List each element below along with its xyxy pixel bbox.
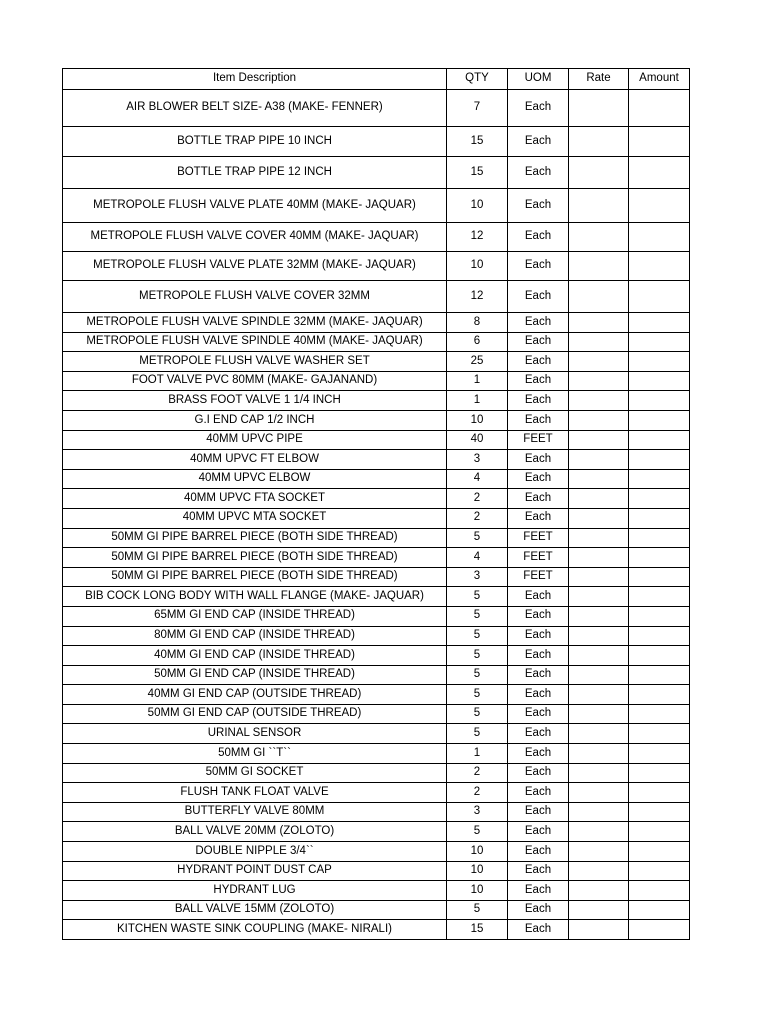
uom-cell: Each (508, 157, 569, 189)
rate-cell (569, 587, 629, 607)
qty-cell: 7 (447, 90, 508, 127)
table-row (63, 548, 690, 568)
rate-cell (569, 90, 629, 127)
amount-cell (629, 626, 690, 646)
uom-cell: Each (508, 313, 569, 333)
item-description-cell: BALL VALVE 15MM (ZOLOTO) (63, 900, 447, 920)
table-row (63, 646, 690, 666)
amount-cell (629, 685, 690, 705)
uom-cell: Each (508, 665, 569, 685)
amount-cell (629, 881, 690, 901)
rate-cell (569, 802, 629, 822)
item-description-cell: BUTTERFLY VALVE 80MM (63, 802, 447, 822)
rate-cell (569, 157, 629, 189)
rate-cell (569, 410, 629, 430)
item-description-cell: 50MM GI PIPE BARREL PIECE (BOTH SIDE THREAD) (63, 567, 447, 587)
qty-cell: 10 (447, 410, 508, 430)
amount-cell (629, 508, 690, 528)
uom-cell: Each (508, 587, 569, 607)
qty-cell: 2 (447, 508, 508, 528)
amount-cell (629, 822, 690, 842)
rate-cell (569, 430, 629, 450)
uom-cell: Each (508, 469, 569, 489)
qty-cell: 5 (447, 685, 508, 705)
header-amount: Amount (629, 69, 690, 90)
qty-cell: 2 (447, 783, 508, 803)
item-description-cell: 50MM GI PIPE BARREL PIECE (BOTH SIDE THREAD) (63, 548, 447, 568)
uom-cell: Each (508, 281, 569, 313)
item-description-cell: 40MM GI END CAP (OUTSIDE THREAD) (63, 685, 447, 705)
qty-cell: 10 (447, 842, 508, 862)
amount-cell (629, 587, 690, 607)
amount-cell (629, 842, 690, 862)
table-row (63, 410, 690, 430)
item-description-cell: METROPOLE FLUSH VALVE PLATE 32MM (MAKE- JAQUAR) (63, 252, 447, 281)
uom-cell: Each (508, 127, 569, 157)
uom-cell: Each (508, 352, 569, 372)
item-description-cell: 65MM GI END CAP (INSIDE THREAD) (63, 606, 447, 626)
uom-cell: Each (508, 332, 569, 352)
qty-cell: 5 (447, 704, 508, 724)
uom-cell: FEET (508, 430, 569, 450)
amount-cell (629, 332, 690, 352)
qty-cell: 2 (447, 489, 508, 509)
table-row (63, 281, 690, 313)
item-description-cell: 40MM UPVC PIPE (63, 430, 447, 450)
table-row (63, 189, 690, 223)
table-row (63, 469, 690, 489)
uom-cell: Each (508, 842, 569, 862)
item-description-cell: BOTTLE TRAP PIPE 10 INCH (63, 127, 447, 157)
uom-cell: Each (508, 626, 569, 646)
table-row (63, 489, 690, 509)
qty-cell: 5 (447, 822, 508, 842)
uom-cell: Each (508, 252, 569, 281)
rate-cell (569, 567, 629, 587)
qty-cell: 10 (447, 189, 508, 223)
uom-cell: Each (508, 920, 569, 940)
qty-cell: 4 (447, 469, 508, 489)
amount-cell (629, 410, 690, 430)
qty-cell: 5 (447, 665, 508, 685)
rate-cell (569, 881, 629, 901)
item-description-cell: 40MM GI END CAP (INSIDE THREAD) (63, 646, 447, 666)
item-description-cell: METROPOLE FLUSH VALVE WASHER SET (63, 352, 447, 372)
qty-cell: 3 (447, 802, 508, 822)
item-description-cell: URINAL SENSOR (63, 724, 447, 744)
amount-cell (629, 469, 690, 489)
table-row (63, 685, 690, 705)
qty-cell: 5 (447, 900, 508, 920)
qty-cell: 1 (447, 371, 508, 391)
table-row (63, 352, 690, 372)
amount-cell (629, 763, 690, 783)
header-qty: QTY (447, 69, 508, 90)
amount-cell (629, 189, 690, 223)
uom-cell: Each (508, 802, 569, 822)
amount-cell (629, 313, 690, 333)
uom-cell: Each (508, 606, 569, 626)
amount-cell (629, 783, 690, 803)
table-row (63, 900, 690, 920)
uom-cell: FEET (508, 567, 569, 587)
table-row (63, 744, 690, 764)
rate-cell (569, 744, 629, 764)
rate-cell (569, 783, 629, 803)
rate-cell (569, 548, 629, 568)
qty-cell: 2 (447, 763, 508, 783)
table-row (63, 881, 690, 901)
rate-cell (569, 189, 629, 223)
table-row (63, 127, 690, 157)
item-description-cell: METROPOLE FLUSH VALVE PLATE 40MM (MAKE- JAQUAR) (63, 189, 447, 223)
rate-cell (569, 763, 629, 783)
amount-cell (629, 861, 690, 881)
rate-cell (569, 822, 629, 842)
item-description-cell: 40MM UPVC MTA SOCKET (63, 508, 447, 528)
qty-cell: 15 (447, 920, 508, 940)
header-uom: UOM (508, 69, 569, 90)
uom-cell: Each (508, 223, 569, 252)
amount-cell (629, 371, 690, 391)
rate-cell (569, 391, 629, 411)
rate-cell (569, 469, 629, 489)
table-row (63, 587, 690, 607)
rate-cell (569, 127, 629, 157)
header-rate: Rate (569, 69, 629, 90)
rate-cell (569, 489, 629, 509)
rate-cell (569, 606, 629, 626)
qty-cell: 12 (447, 223, 508, 252)
qty-cell: 5 (447, 528, 508, 548)
item-description-cell: DOUBLE NIPPLE 3/4`` (63, 842, 447, 862)
header-item-description: Item Description (63, 69, 447, 90)
rate-cell (569, 920, 629, 940)
amount-cell (629, 391, 690, 411)
table-row (63, 391, 690, 411)
amount-cell (629, 606, 690, 626)
rate-cell (569, 704, 629, 724)
item-description-cell: 40MM UPVC ELBOW (63, 469, 447, 489)
header-row (63, 69, 690, 90)
item-description-cell: AIR BLOWER BELT SIZE- A38 (MAKE- FENNER) (63, 90, 447, 127)
rate-cell (569, 528, 629, 548)
uom-cell: FEET (508, 548, 569, 568)
rate-cell (569, 724, 629, 744)
uom-cell: Each (508, 90, 569, 127)
table-row (63, 567, 690, 587)
uom-cell: Each (508, 189, 569, 223)
item-description-cell: METROPOLE FLUSH VALVE SPINDLE 32MM (MAKE- JAQUAR) (63, 313, 447, 333)
rate-cell (569, 665, 629, 685)
table-row (63, 528, 690, 548)
item-description-cell: 50MM GI END CAP (OUTSIDE THREAD) (63, 704, 447, 724)
table-row (63, 508, 690, 528)
qty-cell: 10 (447, 861, 508, 881)
item-description-cell: FLUSH TANK FLOAT VALVE (63, 783, 447, 803)
qty-cell: 40 (447, 430, 508, 450)
qty-cell: 5 (447, 646, 508, 666)
table-row (63, 822, 690, 842)
table-row (63, 252, 690, 281)
qty-cell: 5 (447, 587, 508, 607)
table-row (63, 223, 690, 252)
qty-cell: 10 (447, 252, 508, 281)
rate-cell (569, 313, 629, 333)
table-row (63, 430, 690, 450)
uom-cell: Each (508, 450, 569, 470)
uom-cell: Each (508, 391, 569, 411)
amount-cell (629, 281, 690, 313)
uom-cell: Each (508, 763, 569, 783)
item-description-cell: 40MM UPVC FTA SOCKET (63, 489, 447, 509)
item-description-cell: 80MM GI END CAP (INSIDE THREAD) (63, 626, 447, 646)
table-row (63, 313, 690, 333)
amount-cell (629, 223, 690, 252)
item-description-cell: 50MM GI PIPE BARREL PIECE (BOTH SIDE THREAD) (63, 528, 447, 548)
table-row (63, 842, 690, 862)
uom-cell: Each (508, 685, 569, 705)
table-row (63, 724, 690, 744)
uom-cell: Each (508, 508, 569, 528)
table-row (63, 90, 690, 127)
item-description-cell: BRASS FOOT VALVE 1 1/4 INCH (63, 391, 447, 411)
qty-cell: 12 (447, 281, 508, 313)
item-description-cell: METROPOLE FLUSH VALVE COVER 40MM (MAKE- JAQUAR) (63, 223, 447, 252)
amount-cell (629, 802, 690, 822)
table-row (63, 763, 690, 783)
qty-cell: 8 (447, 313, 508, 333)
uom-cell: Each (508, 489, 569, 509)
uom-cell: FEET (508, 528, 569, 548)
rate-cell (569, 332, 629, 352)
rate-cell (569, 900, 629, 920)
amount-cell (629, 90, 690, 127)
rate-cell (569, 281, 629, 313)
qty-cell: 4 (447, 548, 508, 568)
qty-cell: 10 (447, 881, 508, 901)
amount-cell (629, 489, 690, 509)
qty-cell: 3 (447, 450, 508, 470)
uom-cell: Each (508, 822, 569, 842)
item-description-cell: BIB COCK LONG BODY WITH WALL FLANGE (MAKE- JAQUAR) (63, 587, 447, 607)
amount-cell (629, 744, 690, 764)
table-row (63, 157, 690, 189)
rate-cell (569, 252, 629, 281)
item-description-cell: BALL VALVE 20MM (ZOLOTO) (63, 822, 447, 842)
rate-cell (569, 352, 629, 372)
amount-cell (629, 920, 690, 940)
qty-cell: 15 (447, 127, 508, 157)
rate-cell (569, 371, 629, 391)
item-description-cell: 50MM GI ``T`` (63, 744, 447, 764)
uom-cell: Each (508, 861, 569, 881)
rate-cell (569, 450, 629, 470)
table-row (63, 802, 690, 822)
uom-cell: Each (508, 783, 569, 803)
uom-cell: Each (508, 410, 569, 430)
amount-cell (629, 724, 690, 744)
amount-cell (629, 450, 690, 470)
item-description-cell: METROPOLE FLUSH VALVE COVER 32MM (63, 281, 447, 313)
qty-cell: 6 (447, 332, 508, 352)
item-description-cell: G.I END CAP 1/2 INCH (63, 410, 447, 430)
table-row (63, 783, 690, 803)
uom-cell: Each (508, 881, 569, 901)
amount-cell (629, 646, 690, 666)
qty-cell: 5 (447, 606, 508, 626)
amount-cell (629, 900, 690, 920)
amount-cell (629, 665, 690, 685)
uom-cell: Each (508, 724, 569, 744)
item-description-cell: HYDRANT POINT DUST CAP (63, 861, 447, 881)
items-table (62, 68, 690, 940)
table-row (63, 626, 690, 646)
qty-cell: 15 (447, 157, 508, 189)
item-description-cell: KITCHEN WASTE SINK COUPLING (MAKE- NIRALI) (63, 920, 447, 940)
amount-cell (629, 252, 690, 281)
qty-cell: 1 (447, 744, 508, 764)
table-row (63, 920, 690, 940)
uom-cell: Each (508, 646, 569, 666)
amount-cell (629, 430, 690, 450)
table-row (63, 450, 690, 470)
item-description-cell: FOOT VALVE PVC 80MM (MAKE- GAJANAND) (63, 371, 447, 391)
table-row (63, 606, 690, 626)
rate-cell (569, 646, 629, 666)
amount-cell (629, 567, 690, 587)
qty-cell: 5 (447, 626, 508, 646)
table-row (63, 665, 690, 685)
amount-cell (629, 352, 690, 372)
amount-cell (629, 528, 690, 548)
uom-cell: Each (508, 704, 569, 724)
qty-cell: 1 (447, 391, 508, 411)
amount-cell (629, 157, 690, 189)
amount-cell (629, 548, 690, 568)
rate-cell (569, 626, 629, 646)
uom-cell: Each (508, 900, 569, 920)
uom-cell: Each (508, 371, 569, 391)
table-row (63, 704, 690, 724)
rate-cell (569, 223, 629, 252)
item-description-cell: 40MM UPVC FT ELBOW (63, 450, 447, 470)
rate-cell (569, 508, 629, 528)
qty-cell: 3 (447, 567, 508, 587)
item-description-cell: HYDRANT LUG (63, 881, 447, 901)
qty-cell: 25 (447, 352, 508, 372)
qty-cell: 5 (447, 724, 508, 744)
rate-cell (569, 685, 629, 705)
uom-cell: Each (508, 744, 569, 764)
amount-cell (629, 127, 690, 157)
item-description-cell: 50MM GI END CAP (INSIDE THREAD) (63, 665, 447, 685)
amount-cell (629, 704, 690, 724)
table-row (63, 371, 690, 391)
item-description-cell: 50MM GI SOCKET (63, 763, 447, 783)
rate-cell (569, 861, 629, 881)
item-description-cell: BOTTLE TRAP PIPE 12 INCH (63, 157, 447, 189)
table-row (63, 861, 690, 881)
table-row (63, 332, 690, 352)
rate-cell (569, 842, 629, 862)
item-description-cell: METROPOLE FLUSH VALVE SPINDLE 40MM (MAKE- JAQUAR) (63, 332, 447, 352)
